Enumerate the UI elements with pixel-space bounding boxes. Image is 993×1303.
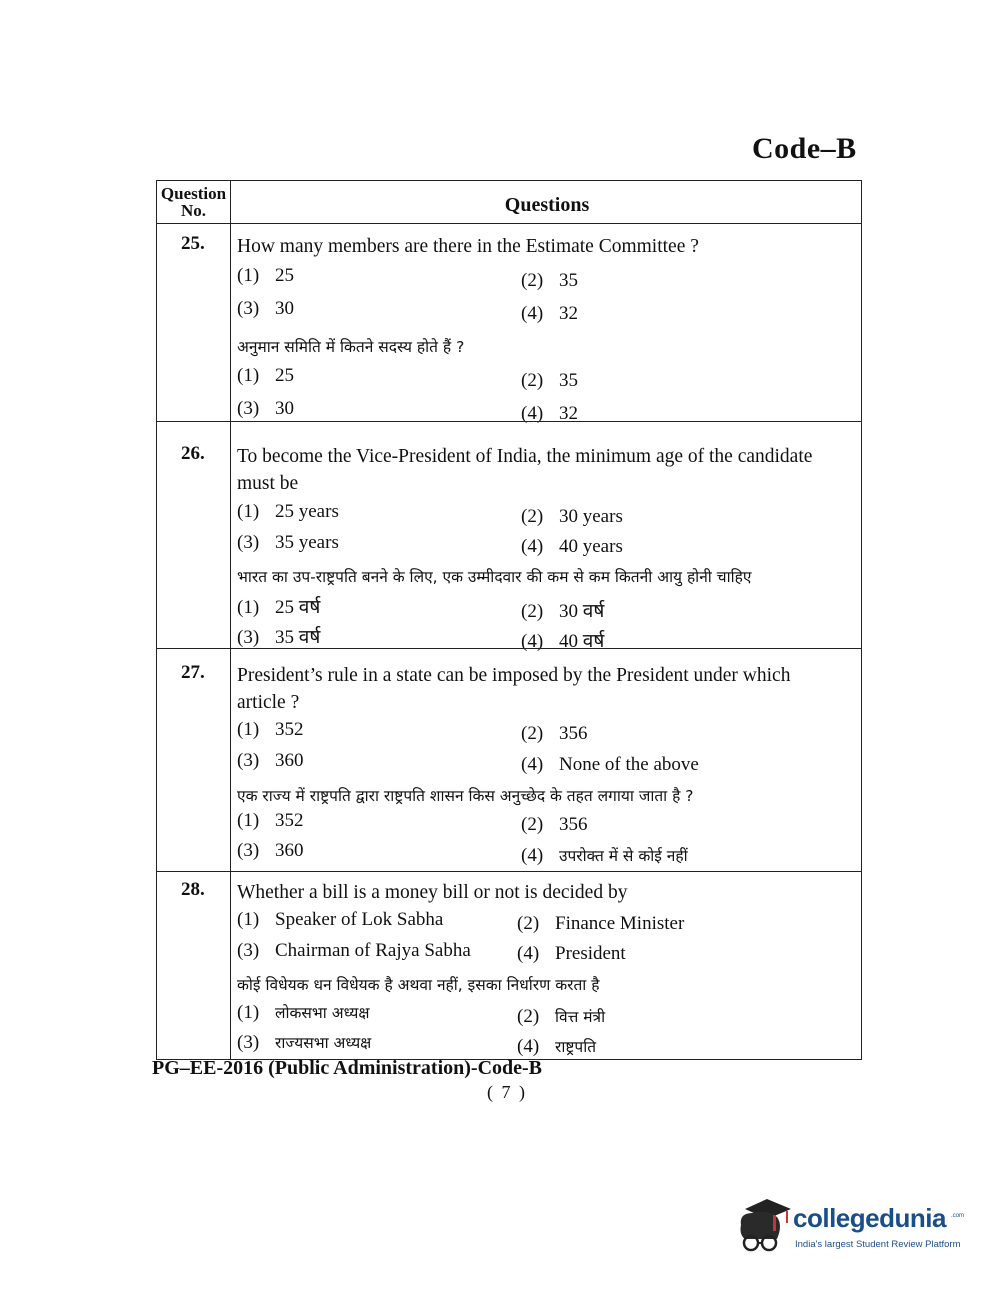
option <box>521 506 623 528</box>
option <box>237 398 294 420</box>
option-number: (3) <box>237 398 260 419</box>
option-text: 352 <box>275 719 304 740</box>
option <box>237 719 304 741</box>
option <box>237 1001 370 1024</box>
option-text: 356 <box>559 723 588 744</box>
option <box>521 754 699 776</box>
option <box>237 298 294 320</box>
option-text: राष्ट्रपति <box>555 1038 597 1056</box>
option-text: उपरोक्त में से कोई नहीं <box>559 847 688 865</box>
option-text: 32 <box>559 403 578 424</box>
option-number: (3) <box>237 532 260 553</box>
option-number: (1) <box>237 365 260 386</box>
option-text: 352 <box>275 810 304 831</box>
option-text: 30 years <box>559 506 623 527</box>
option-text: 40 वर्ष <box>559 631 605 652</box>
question-text-hi: अनुमान समिति में कितने सदस्य होते हैं ? <box>237 338 465 356</box>
page-number: ( 7 ) <box>487 1082 527 1102</box>
option <box>237 365 294 387</box>
option-number: (3) <box>237 627 260 648</box>
logo-tagline: India's largest Student Review Platform <box>795 1239 961 1250</box>
option-text: Finance Minister <box>555 913 685 934</box>
option <box>517 943 626 965</box>
option <box>237 593 320 619</box>
question-no-header-line1: Question <box>160 184 227 203</box>
option-number: (2) <box>521 506 544 527</box>
option-number: (3) <box>237 750 260 771</box>
option-text: 30 वर्ष <box>559 601 605 622</box>
question-text-en <box>237 879 857 906</box>
option <box>237 265 294 287</box>
question-text-en <box>237 443 857 497</box>
option-number: (4) <box>521 536 544 557</box>
logo-name: collegedunia <box>793 1203 946 1233</box>
option-number: (3) <box>237 840 260 861</box>
option <box>237 623 320 649</box>
option-number: (1) <box>237 597 260 618</box>
question-line: must be <box>237 473 299 494</box>
option-text: 32 <box>559 303 578 324</box>
question-number: 25. <box>181 233 205 254</box>
option-text: राज्यसभा अध्यक्ष <box>275 1034 372 1052</box>
question-number: 27. <box>181 662 205 683</box>
option <box>237 1031 371 1054</box>
question-text-hi: कोई विधेयक धन विधेयक है अथवा नहीं, इसका निर्धारण करता है <box>237 976 600 994</box>
option-number: (3) <box>237 940 260 961</box>
question-number: 26. <box>181 443 205 464</box>
option <box>237 909 443 931</box>
option <box>521 814 588 836</box>
option <box>521 597 604 623</box>
question-text-hi: एक राज्य में राष्ट्रपति द्वारा राष्ट्रपति शासन किस अनुच्छेद के तहत लगाया जाता है ? <box>237 787 694 805</box>
option <box>237 840 304 862</box>
option-number: (1) <box>237 719 260 740</box>
option-text: 360 <box>275 840 304 861</box>
row-divider <box>157 871 861 872</box>
option-number: (2) <box>521 601 544 622</box>
option-number: (2) <box>521 723 544 744</box>
option-number: (4) <box>517 943 540 964</box>
option-text: 35 <box>559 270 578 291</box>
questions-header: Questions <box>504 194 590 216</box>
option-text: 25 <box>275 365 294 386</box>
option <box>521 627 604 653</box>
question-line: How many members are there in the Estimate Committee ? <box>237 236 699 257</box>
option-number: (1) <box>237 1002 260 1023</box>
option-text: 360 <box>275 750 304 771</box>
option <box>517 1035 596 1058</box>
option-number: (4) <box>521 631 544 652</box>
option-text: 30 <box>275 298 294 319</box>
option <box>521 303 578 325</box>
option <box>521 270 578 292</box>
option <box>237 532 339 554</box>
option-text: 35 <box>559 370 578 391</box>
question-text-en <box>237 662 857 716</box>
option-number: (1) <box>237 501 260 522</box>
option <box>517 1005 605 1028</box>
option-text: Speaker of Lok Sabha <box>275 909 444 930</box>
question-table <box>156 180 862 1060</box>
option <box>521 844 688 867</box>
question-line: Whether a bill is a money bill or not is decided by <box>237 882 628 903</box>
option-text: 25 वर्ष <box>275 597 321 618</box>
option-number: (4) <box>521 754 544 775</box>
option-number: (3) <box>237 298 260 319</box>
paper-code: Code–B <box>752 132 857 165</box>
question-number: 28. <box>181 879 205 900</box>
question-text-hi: भारत का उप-राष्ट्रपति बनने के लिए, एक उम्मीदवार की कम से कम कितनी आयु होनी चाहिए <box>237 568 752 586</box>
option <box>521 723 588 745</box>
option-text: लोकसभा अध्यक्ष <box>275 1004 370 1022</box>
table-header <box>157 181 861 224</box>
question-line: To become the Vice-President of India, the minimum age of the candidate <box>237 446 813 467</box>
option-number: (2) <box>521 270 544 291</box>
option-number: (2) <box>521 370 544 391</box>
row-divider <box>157 421 861 422</box>
option-number: (1) <box>237 810 260 831</box>
option-number: (2) <box>521 814 544 835</box>
option-number: (2) <box>517 913 540 934</box>
option <box>237 810 304 832</box>
question-text-en <box>237 233 857 260</box>
option-text: 25 <box>275 265 294 286</box>
option <box>521 536 623 558</box>
option-text: President <box>555 943 626 964</box>
option-text: 35 years <box>275 532 339 553</box>
question-no-header <box>157 185 230 219</box>
option-number: (1) <box>237 909 260 930</box>
option-text: 30 <box>275 398 294 419</box>
option-text: Chairman of Rajya Sabha <box>275 940 471 961</box>
option-number: (3) <box>237 1032 260 1053</box>
option <box>237 501 339 523</box>
option-number: (1) <box>237 265 260 286</box>
mascot-icon <box>733 1195 793 1261</box>
question-line: President’s rule in a state can be imposed by the President under which <box>237 665 791 686</box>
option-text: 356 <box>559 814 588 835</box>
option-number: (4) <box>521 403 544 424</box>
option <box>237 750 304 772</box>
option-number: (4) <box>521 845 544 866</box>
collegedunia-watermark <box>733 1195 963 1265</box>
logo-domain: .com <box>951 1213 965 1219</box>
option-number: (4) <box>517 1036 540 1057</box>
column-divider <box>230 181 231 1059</box>
question-no-header-line2: No. <box>180 201 207 220</box>
option-number: (4) <box>521 303 544 324</box>
option <box>517 913 684 935</box>
option-text: 40 years <box>559 536 623 557</box>
row-divider <box>157 648 861 649</box>
option-text: वित्त मंत्री <box>555 1008 606 1026</box>
option-text: 35 वर्ष <box>275 627 321 648</box>
option-text: None of the above <box>559 754 699 775</box>
paper-footer: PG–EE-2016 (Public Administration)-Code-B <box>152 1057 543 1079</box>
option-number: (2) <box>517 1006 540 1027</box>
option <box>521 370 578 392</box>
option-text: 25 years <box>275 501 339 522</box>
question-line: article ? <box>237 692 300 713</box>
option <box>237 940 471 962</box>
